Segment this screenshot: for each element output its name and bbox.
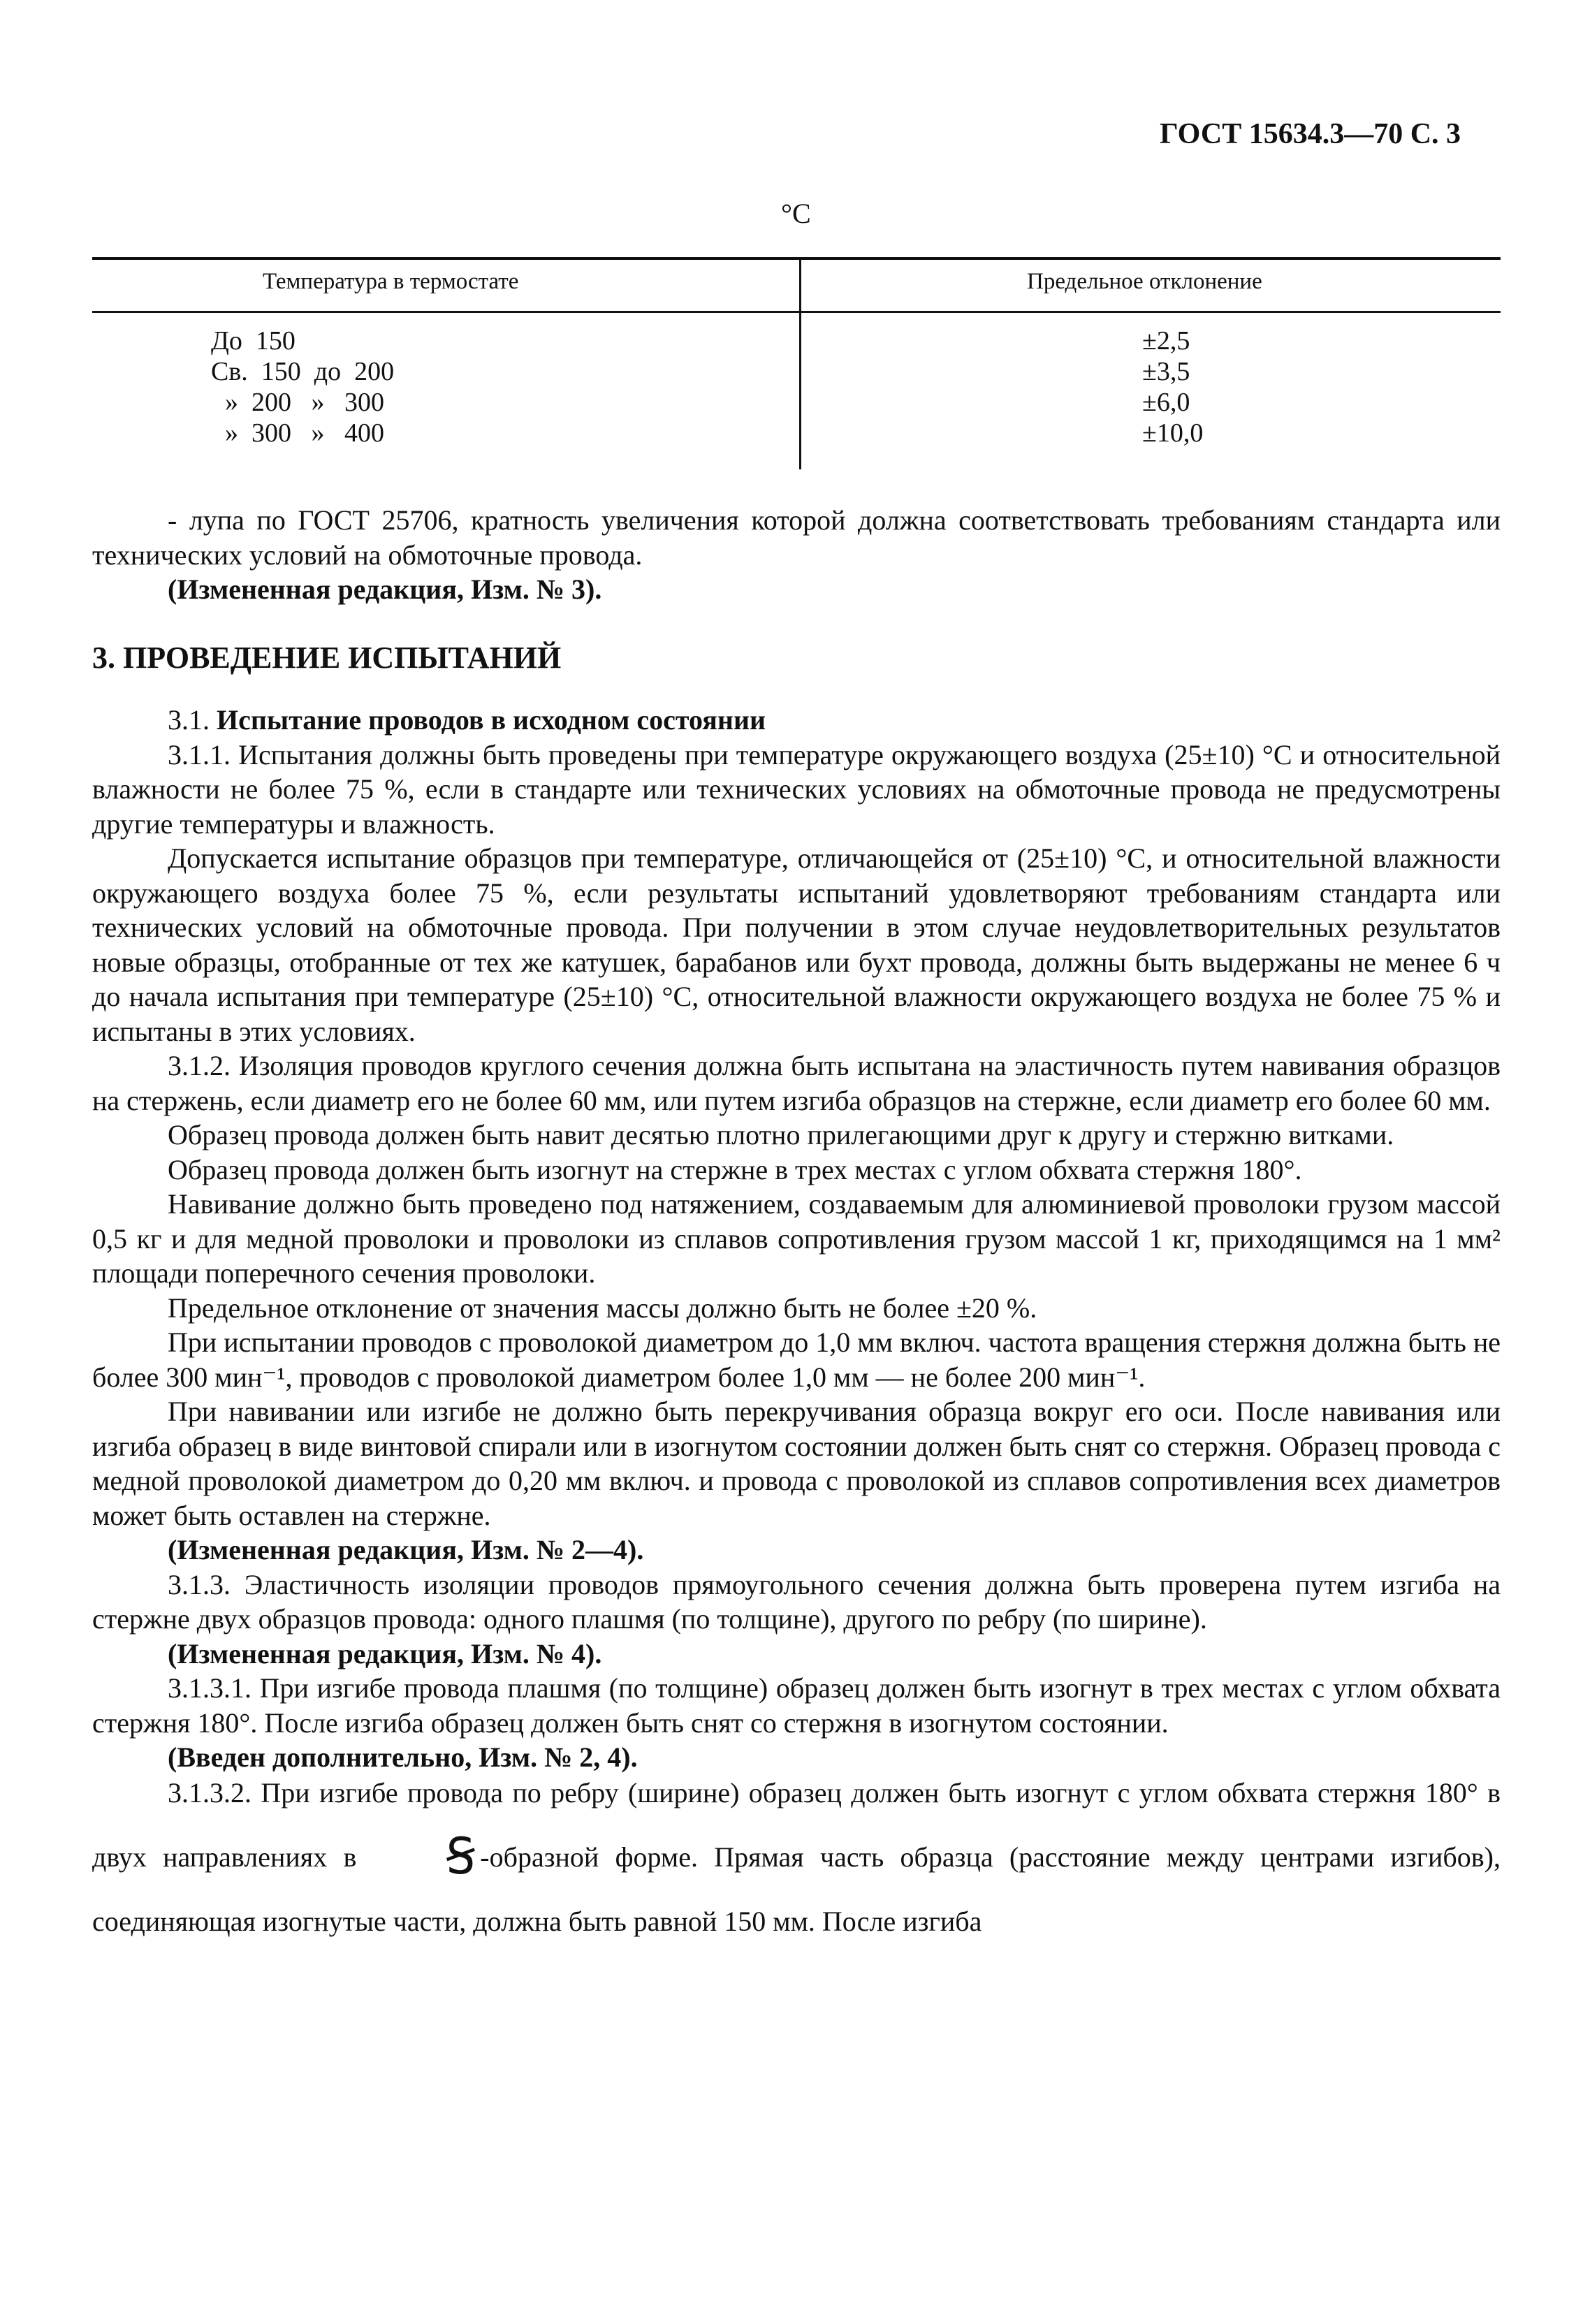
amendment-note: (Измененная редакция, Изм. № 4).: [168, 1637, 602, 1669]
table-unit: °С: [781, 198, 811, 229]
subsection-number: 3.1.: [168, 704, 210, 736]
paragraph-3-1-2-c: Образец провода должен быть изогнут на стержне в трех местах с углом обхвата стержня 180°.: [168, 1153, 1302, 1185]
table-top-rule: [92, 257, 1501, 260]
paragraph-3-1-3-2: [92, 1761, 1501, 1954]
table-row-deviation: ±10,0: [1142, 418, 1204, 448]
table-row-temp: » 300 » 400: [225, 418, 384, 448]
amendment-note: (Введен дополнительно, Изм. № 2, 4).: [168, 1741, 638, 1773]
paragraph-3-1-3: 3.1.3. Эластичность изоляции проводов прямоугольного сечения должна быть проверена путем изгиба на стержне двух образцов провода: одного плашмя (по толщине), другого по ребру (по ширине).: [92, 1568, 1501, 1635]
paragraph-3-1-2-e: Предельное отклонение от значения массы должно быть не более ±20 %.: [168, 1292, 1037, 1324]
table-column-divider: [799, 258, 801, 469]
paragraph-3-1-3-2-start: 3.1.3.2. При изгибе провода по ребру (ширине) образец должен быть изогнут с углом обхвата стержня 180° в двух направлениях в: [92, 1776, 1501, 1873]
paragraph-3-1-1: 3.1.1. Испытания должны быть проведены при температуре окружающего воздуха (25±10) °С и относительной влажности не более 75 %, если в стандарте или технических условиях на обмоточные провода не предусмотрены другие температуры и влажность.: [92, 738, 1501, 840]
table-row-temp: » 200 » 300: [225, 388, 384, 417]
paragraph-3-1-2-b: Образец провода должен быть навит десятью плотно прилегающими друг к другу и стержню витками.: [168, 1119, 1394, 1150]
paragraph-3-1-3-1: 3.1.3.1. При изгибе провода плашмя (по толщине) образец должен быть изогнут в трех местах с углом обхвата стержня 180°. После изгиба образец должен быть снят со стержня в изогнутом состоянии.: [92, 1672, 1501, 1739]
z-shape-icon: Ꞩ: [446, 1828, 475, 1885]
body-text: [92, 503, 1501, 1954]
table-header-deviation: Предельное отклонение: [1027, 269, 1262, 294]
table-row-temp: Св. 150 до 200: [211, 357, 395, 386]
table-row-temp: До 150: [211, 326, 296, 356]
paragraph-magnifier: - лупа по ГОСТ 25706, кратность увеличения которой должна соответствовать требованиям стандарта или технических условий на обмоточные провода.: [92, 504, 1501, 571]
paragraph-3-1-3-2-end: -образной форме. Прямая часть образца (расстояние между центрами изгибов), соединяющая изогнутые части, должна быть равной 150 мм. После изгиба: [92, 1841, 1501, 1937]
table-header-temperature: Температура в термостате: [263, 269, 519, 294]
paragraph-3-1-1-b: Допускается испытание образцов при температуре, отличающейся от (25±10) °С, и относительной влажности окружающего воздуха более 75 %, если результаты испытаний удовлетворяют требованиям стандарта или технических условий на обмоточные провода. При получении в этом случае неудовлетворительных результатов новые образцы, отобранные от тех же катушек, барабанов или бухт провода, должны быть выдержаны не менее 6 ч до начала испытания при температуре (25±10) °С, относительной влажности окружающего воздуха не более 75 % и испытаны в этих условиях.: [92, 842, 1501, 1047]
paragraph-3-1-2-g: При навивании или изгибе не должно быть перекручивания образца вокруг его оси. После навивания или изгиба образец в виде винтовой спирали или в изогнутом состоянии должен быть снят со стержня. Образец провода с медной проволокой диаметром до 0,20 мм включ. и провода с проволокой из сплавов сопротивления всех диаметров может быть оставлен на стержне.: [92, 1396, 1501, 1531]
paragraph-3-1-2-f: При испытании проводов с проволокой диаметром до 1,0 мм включ. частота вращения стержня должна быть не более 300 мин⁻¹, проводов с проволокой диаметром более 1,0 мм — не более 200 мин⁻¹.: [92, 1327, 1501, 1393]
table-row-deviation: ±2,5: [1142, 326, 1190, 356]
table-row-deviation: ±6,0: [1142, 388, 1190, 417]
paragraph-3-1-2-d: Навивание должно быть проведено под натяжением, создаваемым для алюминиевой проволоки грузом массой 0,5 кг и для медной проволоки и проволоки из сплавов сопротивления грузом массой 1 кг, приходящимся на 1 мм² площади поперечного сечения проволоки.: [92, 1188, 1501, 1289]
section-heading: 3. ПРОВЕДЕНИЕ ИСПЫТАНИЙ: [92, 640, 562, 675]
paragraph-3-1-2: 3.1.2. Изоляция проводов круглого сечения должна быть испытана на эластичность путем навивания образцов на стержень, если диаметр его не более 60 мм, или путем изгиба образцов на стержне, если диаметр его более 60 мм.: [92, 1050, 1501, 1116]
amendment-note: (Измененная редакция, Изм. № 3).: [168, 573, 602, 605]
table-header-rule: [92, 311, 1501, 313]
subsection-heading: [92, 703, 1501, 738]
table-row-deviation: ±3,5: [1142, 357, 1190, 386]
page-header: ГОСТ 15634.3—70 С. 3: [1160, 118, 1461, 150]
subsection-title: Испытание проводов в исходном состоянии: [217, 704, 766, 736]
amendment-note: (Измененная редакция, Изм. № 2—4).: [168, 1534, 644, 1565]
